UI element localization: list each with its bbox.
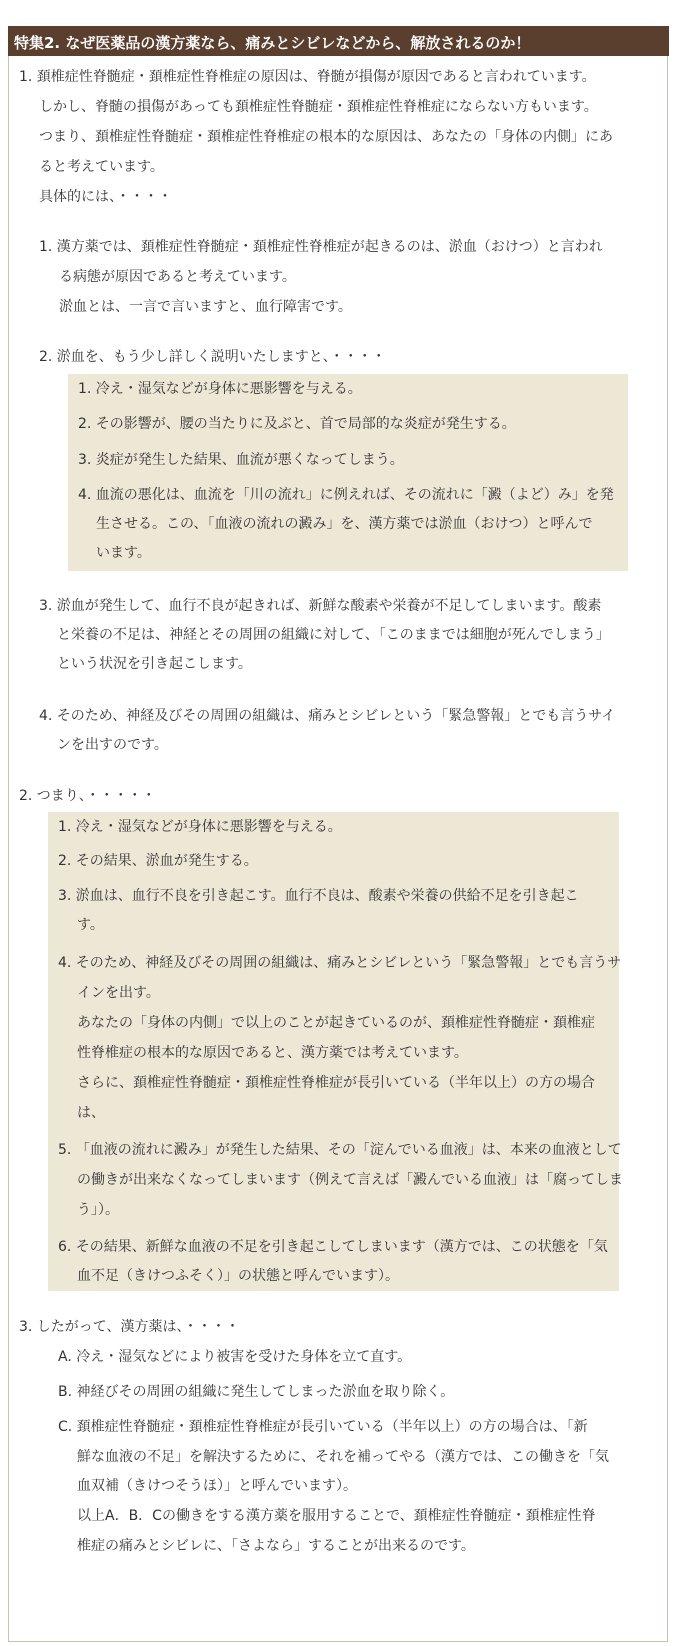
s3-line-c3: 血双補（きけつそうほ）」と呼んでいます）。 [77,1478,357,1494]
s2-box-line-8: 性脊椎症の根本的な原因であると、漢方薬では考えています。 [77,1045,468,1061]
s1-2-box-line-6: います。 [96,545,151,561]
s1-line-1: 1. 頚椎症性脊髄症・頚椎症性脊椎症の原因は、脊髄が損傷が原因であると言われています。 [19,69,596,85]
section-title: 特集2. なぜ医薬品の漢方薬なら、痛みとシビレなどから、解放されるのか！ [14,34,531,52]
s2-box-line-2: 2. その結果、淤血が発生する。 [58,853,258,869]
s3-line-summary-2: 椎症の痛みとシビレに、「さよなら」することが出来るのです。 [77,1538,475,1554]
s2-box-line-13: う」）。 [77,1202,119,1218]
s2-box-line-10: は、 [77,1105,105,1121]
s3-intro: 3. したがって、漢方薬は、・・・・ [19,1319,240,1335]
s1-2-highlight-box [68,374,628,571]
s1-1-line-2: る病態が原因であると考えています。 [59,269,296,285]
s1-1-line-1: 1. 漢方薬では、頚椎症性脊髄症・頚椎症性脊椎症が起きるのは、淤血（おけつ）と言われ [39,239,603,255]
s3-line-summary-1: 以上A．B．Cの働きをする漢方薬を服用することで、頚椎症性脊髄症・頚椎症性脊 [77,1508,596,1524]
s3-line-c1: C. 頚椎症性脊髄症・頚椎症性脊椎症が長引いている（半年以上）の方の場合は、「新 [58,1419,588,1435]
s1-2-box-line-2: 2. その影響が、腰の当たりに及ぶと、首で局部的な炎症が発生する。 [78,416,516,432]
s2-box-line-7: あなたの「身体の内側」で以上のことが起きているのが、頚椎症性脊髄症・頚椎症 [77,1015,595,1031]
s1-3-line-1: 3. 淤血が発生して、血行不良が起きれば、新鮮な酸素や栄養が不足してしまいます。酸素 [39,598,602,614]
s2-box-line-14: 6. その結果、新鮮な血液の不足を引き起こしてしまいます（漢方では、この状態を「気 [58,1239,608,1255]
s1-3-line-2: と栄養の不足は、神経とその周囲の組織に対して、「このままでは細胞が死んでしまう」 [57,627,610,643]
s1-4-line-2: ンを出すのです。 [57,737,168,753]
s1-line-3: つまり、頚椎症性脊髄症・頚椎症性脊椎症の根本的な原因は、あなたの「身体の内側」にあ [39,129,613,145]
s3-line-a: A. 冷え・湿気などにより被害を受けた身体を立て直す。 [58,1349,412,1365]
s1-2-intro: 2. 淤血を、もう少し詳しく説明いたしますと、・・・・ [39,349,386,365]
s1-3-line-3: という状況を引き起こします。 [57,656,252,672]
s1-4-line-1: 4. そのため、神経及びその周囲の組織は、痛みとシビレという「緊急警報」とでも言うサイ [39,708,616,724]
section-header [8,26,669,56]
s1-line-2: しかし、脊髄の損傷があっても頚椎症性脊髄症・頚椎症性脊椎症にならない方もいます。 [39,99,598,115]
s2-box-line-9: さらに、頚椎症性脊髄症・頚椎症性脊椎症が長引いている（半年以上）の方の場合 [77,1075,595,1091]
s1-line-4: ると考えています。 [39,159,164,175]
s2-box-line-15: 血不足（きけつふそく）」の状態と呼んでいます）。 [77,1268,399,1284]
s2-box-line-5: 4. そのため、神経及びその周囲の組織は、痛みとシビレという「緊急警報」とでも言うサ [58,955,622,971]
s2-intro: 2. つまり、・・・・・ [19,788,156,804]
s3-line-b: B. 神経びその周囲の組織に発生してしまった淤血を取り除く。 [58,1384,455,1400]
s1-2-box-line-5: 生させる。この、「血液の流れの澱み」を、漢方薬では淤血（おけつ）と呼んで [96,516,593,532]
s2-box-line-4: す。 [77,917,104,933]
s2-box-line-6: インを出す。 [77,985,160,1001]
s1-2-box-line-4: 4. 血流の悪化は、血流を「川の流れ」に例えれば、その流れに「澱（よど）み」を発 [78,487,614,503]
s2-box-line-11: 5. 「血液の流れに澱み」が発生した結果、その「淀んでいる血液」は、本来の血液として [58,1142,622,1158]
s1-line-5: 具体的には、・・・・ [39,189,172,205]
s2-box-line-12: の働きが出来なくなってしまいます（例えて言えば「澱んでいる血液」は「腐ってしま [77,1172,623,1188]
s1-1-line-3: 淤血とは、一言で言いますと、血行障害です。 [59,299,352,315]
s1-2-box-line-3: 3. 炎症が発生した結果、血流が悪くなってしまう。 [78,452,404,468]
s2-box-line-3: 3. 淤血は、血行不良を引き起こす。血行不良は、酸素や栄養の供給不足を引き起こ [58,888,579,904]
s3-line-c2: 鮮な血液の不足」を解決するために、それを補ってやる（漢方では、この働きを「気 [77,1449,609,1465]
s1-2-box-line-1: 1. 冷え・湿気などが身体に悪影響を与える。 [78,381,362,397]
s2-box-line-1: 1. 冷え・湿気などが身体に悪影響を与える。 [58,819,342,835]
